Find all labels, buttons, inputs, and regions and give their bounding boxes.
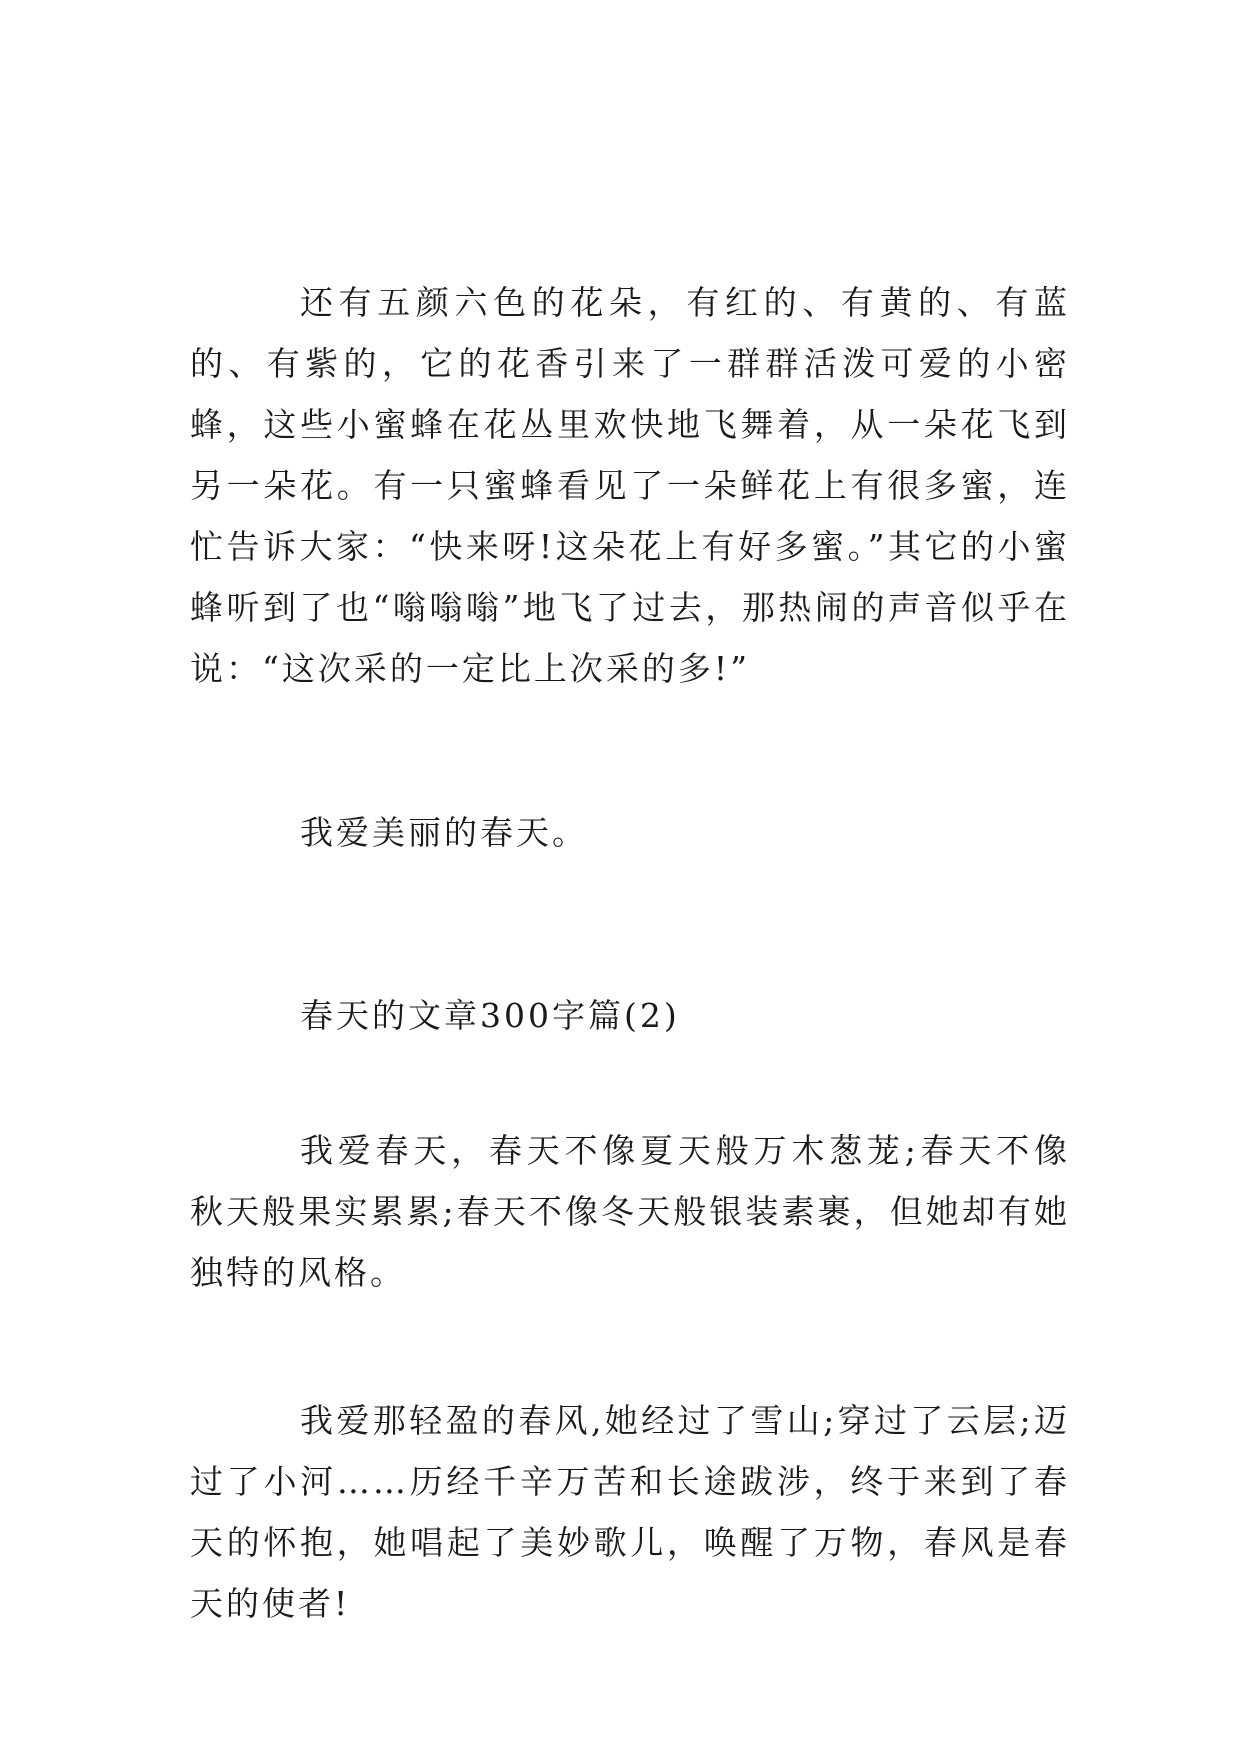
section-title: 春天的文章300字篇(2) [300,996,680,1035]
paragraph-spring-wind: 我爱那轻盈的春风,她经过了雪山;穿过了云层;迈过了小河……历经千辛万苦和长途跋涉，终于来到了春天的怀抱，她唱起了美妙歌儿，唤醒了万物，春风是春天的使者! [190,1401,1070,1623]
paragraph-spring-style: 我爱春天，春天不像夏天般万木葱茏;春天不像秋天般果实累累;春天不像冬天般银装素裹，但她却有她独特的风格。 [190,1131,1070,1292]
paragraph-love-spring: 我爱美丽的春天。 [300,813,588,852]
paragraph-flowers-bees: 还有五颜六色的花朵，有红的、有黄的、有蓝的、有紫的，它的花香引来了一群群活泼可爱的小密蜂，这些小蜜蜂在花丛里欢快地飞舞着，从一朵花飞到另一朵花。有一只蜜蜂看见了一朵鲜花上有很多蜜，连忙告诉大家：“快来呀!这朵花上有好多蜜。”其它的小蜜蜂听到了也“嗡嗡嗡”地飞了过去，那热闹的声音似乎在说：“这次采的一定比上次采的多!” [190,283,1070,688]
